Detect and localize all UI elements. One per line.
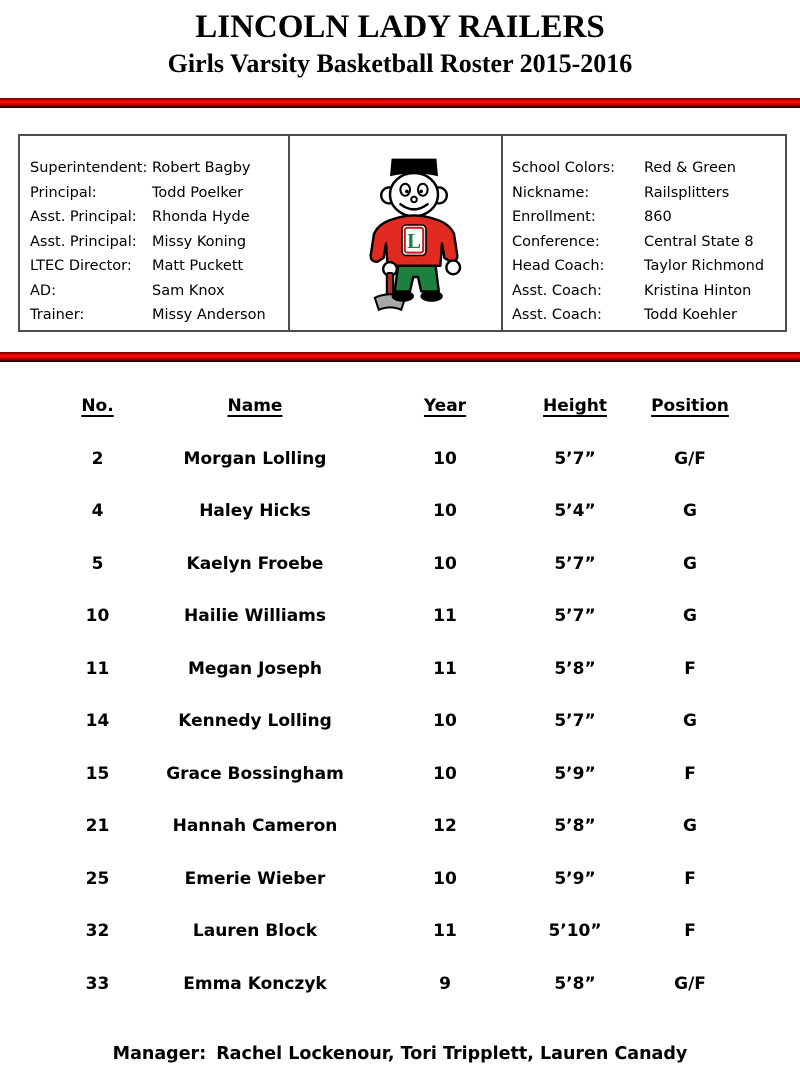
staff-row bbox=[30, 254, 284, 279]
player-name: Kaelyn Froebe bbox=[186, 553, 324, 574]
header-name: Name bbox=[227, 396, 283, 417]
school-row bbox=[512, 205, 781, 230]
player-name: Haley Hicks bbox=[199, 501, 311, 522]
player-year: 10 bbox=[433, 711, 457, 732]
player-name: Emerie Wieber bbox=[184, 868, 326, 889]
player-name: Emma Konczyk bbox=[183, 973, 327, 994]
mascot-eye bbox=[418, 184, 428, 196]
school-label: Asst. Coach: bbox=[512, 282, 602, 299]
school-label: Head Coach: bbox=[512, 258, 605, 274]
school-label: Conference: bbox=[512, 233, 600, 250]
player-position: F bbox=[684, 921, 696, 942]
school-row bbox=[512, 181, 781, 206]
table-row bbox=[55, 695, 750, 748]
player-position: F bbox=[684, 763, 696, 784]
school-value: Taylor Richmond bbox=[644, 258, 765, 274]
player-no: 4 bbox=[91, 501, 104, 522]
mascot-shoe bbox=[391, 291, 413, 302]
player-height: 5’7” bbox=[554, 711, 596, 732]
table-row bbox=[55, 853, 750, 906]
header-year: Year bbox=[423, 396, 467, 417]
mascot-pupil bbox=[419, 190, 423, 194]
staff-label: Superintendent: bbox=[30, 160, 148, 176]
player-position: G/F bbox=[674, 448, 706, 469]
player-name: Lauren Block bbox=[192, 921, 318, 942]
staff-value: Robert Bagby bbox=[152, 160, 251, 176]
mascot-letter: L bbox=[406, 230, 421, 254]
player-name: Megan Joseph bbox=[187, 658, 323, 679]
staff-value: Sam Knox bbox=[152, 282, 225, 299]
player-position: G bbox=[683, 553, 697, 574]
roster-table bbox=[55, 380, 750, 1010]
staff-value: Missy Anderson bbox=[152, 307, 266, 323]
staff-label: AD: bbox=[30, 282, 56, 299]
player-height: 5’8” bbox=[554, 658, 596, 679]
staff-panel bbox=[20, 136, 290, 330]
table-row bbox=[55, 905, 750, 958]
player-height: 5’9” bbox=[554, 763, 596, 784]
table-row bbox=[55, 643, 750, 696]
player-no: 14 bbox=[85, 711, 110, 732]
manager-label: Manager: bbox=[112, 1044, 207, 1064]
staff-value: Matt Puckett bbox=[152, 258, 244, 274]
player-height: 5’7” bbox=[554, 553, 596, 574]
staff-value: Todd Poelker bbox=[152, 184, 244, 201]
mascot-fist bbox=[446, 261, 460, 275]
mascot-panel bbox=[290, 136, 503, 330]
school-label: Nickname: bbox=[512, 184, 590, 201]
staff-row bbox=[30, 181, 284, 206]
player-no: 15 bbox=[85, 763, 110, 784]
manager-line bbox=[0, 1044, 800, 1064]
player-year: 10 bbox=[433, 553, 457, 574]
staff-value: Missy Koning bbox=[152, 233, 247, 250]
table-row bbox=[55, 958, 750, 1011]
school-value: Red & Green bbox=[644, 160, 736, 176]
player-year: 11 bbox=[433, 921, 457, 942]
staff-label: Asst. Principal: bbox=[30, 209, 137, 225]
player-height: 5’4” bbox=[554, 501, 596, 522]
school-value: Railsplitters bbox=[644, 184, 730, 201]
mascot-pants bbox=[394, 266, 438, 292]
player-year: 10 bbox=[433, 763, 457, 784]
school-row bbox=[512, 279, 781, 304]
player-no: 25 bbox=[85, 868, 110, 889]
decorative-red-rule-bottom bbox=[0, 352, 800, 362]
player-no: 32 bbox=[85, 921, 110, 942]
decorative-red-rule-top bbox=[0, 98, 800, 108]
school-value: 860 bbox=[644, 209, 672, 225]
staff-row bbox=[30, 205, 284, 230]
player-no: 21 bbox=[85, 816, 110, 837]
player-name: Hannah Cameron bbox=[172, 816, 338, 837]
staff-row bbox=[30, 303, 284, 328]
school-row bbox=[512, 156, 781, 181]
manager-names: Rachel Lockenour, Tori Tripplett, Lauren Canady bbox=[216, 1044, 688, 1064]
header-height: Height bbox=[543, 396, 607, 417]
player-height: 5’7” bbox=[554, 448, 596, 469]
table-row bbox=[55, 433, 750, 486]
staff-label: Trainer: bbox=[30, 307, 85, 323]
school-info-box bbox=[18, 134, 787, 332]
staff-label: LTEC Director: bbox=[30, 258, 132, 274]
roster-header-row bbox=[55, 380, 750, 433]
player-height: 5’8” bbox=[554, 973, 596, 994]
school-panel bbox=[503, 136, 785, 330]
player-height: 5’8” bbox=[554, 816, 596, 837]
railsplitter-mascot-icon bbox=[354, 149, 474, 317]
school-value: Central State 8 bbox=[644, 233, 754, 250]
staff-label: Asst. Principal: bbox=[30, 233, 137, 250]
player-name: Morgan Lolling bbox=[183, 448, 327, 469]
table-row bbox=[55, 485, 750, 538]
table-row bbox=[55, 590, 750, 643]
staff-value: Rhonda Hyde bbox=[152, 209, 250, 225]
page-title: LINCOLN LADY RAILERS bbox=[195, 9, 605, 45]
mascot-nose bbox=[411, 197, 417, 203]
player-no: 5 bbox=[91, 553, 104, 574]
player-no: 2 bbox=[91, 448, 104, 469]
school-label: Asst. Coach: bbox=[512, 307, 602, 323]
table-row bbox=[55, 800, 750, 853]
school-row bbox=[512, 303, 781, 328]
player-year: 12 bbox=[433, 816, 457, 837]
school-label: Enrollment: bbox=[512, 209, 596, 225]
player-position: G bbox=[683, 816, 697, 837]
player-position: G bbox=[683, 501, 697, 522]
player-year: 11 bbox=[433, 606, 457, 627]
mascot-pupil bbox=[405, 190, 409, 194]
player-position: G/F bbox=[674, 973, 706, 994]
player-height: 5’7” bbox=[554, 606, 596, 627]
player-height: 5’10” bbox=[548, 921, 602, 942]
player-name: Hailie Williams bbox=[184, 606, 326, 627]
header-no: No. bbox=[81, 396, 114, 417]
player-year: 10 bbox=[433, 868, 457, 889]
player-position: G bbox=[683, 606, 697, 627]
player-name: Kennedy Lolling bbox=[178, 711, 332, 732]
header-position: Position bbox=[651, 396, 729, 417]
player-no: 10 bbox=[85, 606, 110, 627]
player-position: F bbox=[684, 868, 696, 889]
school-value: Todd Koehler bbox=[644, 307, 737, 323]
staff-row bbox=[30, 230, 284, 255]
school-value: Kristina Hinton bbox=[644, 282, 752, 299]
staff-row bbox=[30, 156, 284, 181]
mascot-eye bbox=[400, 184, 410, 196]
school-row bbox=[512, 254, 781, 279]
table-row bbox=[55, 538, 750, 591]
page-subtitle: Girls Varsity Basketball Roster 2015-2016 bbox=[167, 49, 633, 78]
player-no: 33 bbox=[85, 973, 110, 994]
player-height: 5’9” bbox=[554, 868, 596, 889]
staff-row bbox=[30, 279, 284, 304]
school-row bbox=[512, 230, 781, 255]
player-no: 11 bbox=[85, 658, 110, 679]
player-position: G bbox=[683, 711, 697, 732]
player-year: 10 bbox=[433, 448, 457, 469]
player-year: 9 bbox=[439, 973, 451, 994]
mascot-shoe bbox=[420, 291, 442, 302]
table-row bbox=[55, 748, 750, 801]
player-name: Grace Bossingham bbox=[166, 763, 344, 784]
player-position: F bbox=[684, 658, 696, 679]
player-year: 11 bbox=[433, 658, 457, 679]
player-year: 10 bbox=[433, 501, 457, 522]
school-label: School Colors: bbox=[512, 160, 616, 176]
staff-label: Principal: bbox=[30, 184, 97, 201]
